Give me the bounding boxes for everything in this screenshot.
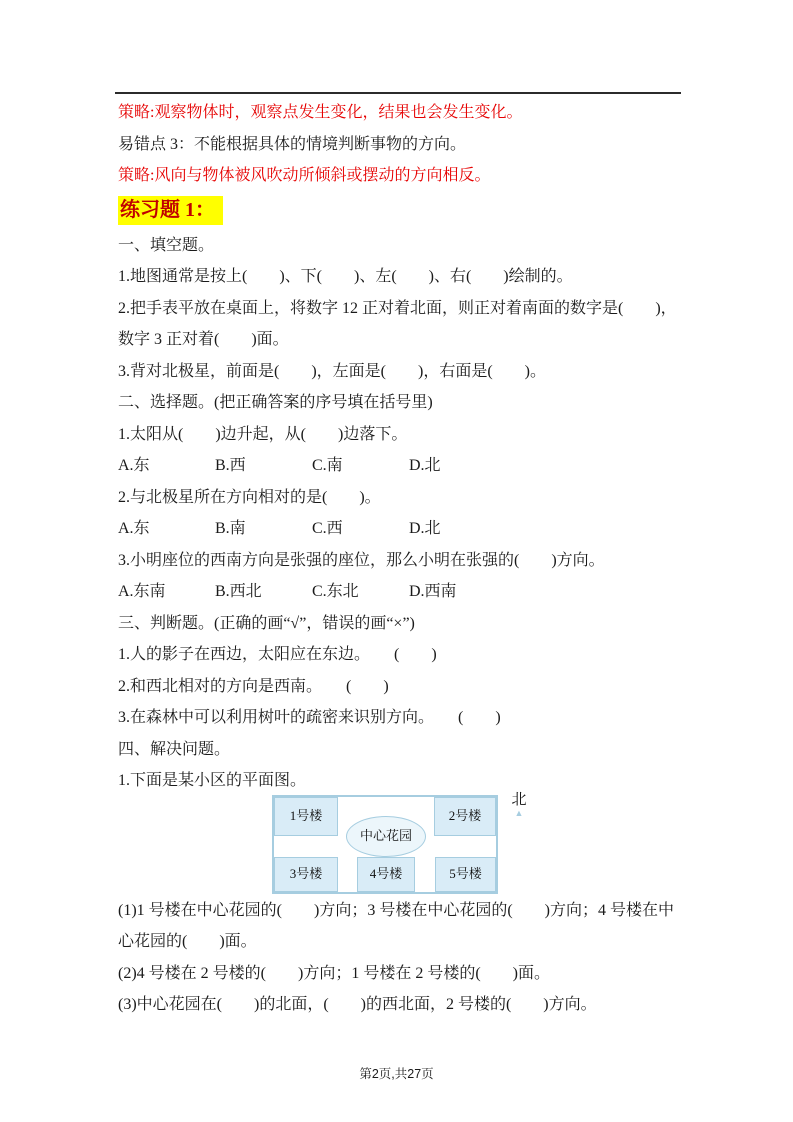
choice-q2-option-d: D.北 xyxy=(409,520,441,537)
fill-q2-line1: 2.把手表平放在桌面上，将数字 12 正对着北面，则正对着南面的数字是( )， xyxy=(118,299,677,317)
building-5-box: 5号楼 xyxy=(435,857,496,892)
strategy-note-2: 策略:风向与物体被风吹动所倾斜或摆动的方向相反。 xyxy=(118,167,491,184)
community-plan-diagram xyxy=(118,791,684,895)
choice-q1-option-a: A.东 xyxy=(118,457,150,474)
section-solve-title: 四、解决问题。 xyxy=(118,740,231,758)
solve-q2: (2)4 号楼在 2 号楼的( )方向；1 号楼在 2 号楼的( )面。 xyxy=(118,964,550,982)
choice-q2-option-b: B.南 xyxy=(215,520,246,537)
section-choice-title: 二、选择题。(把正确答案的序号填在括号里) xyxy=(118,394,433,411)
choice-q3-option-c: C.东北 xyxy=(312,583,359,600)
building-4-box: 4号楼 xyxy=(357,857,415,892)
section-judge-title: 三、判断题。(正确的画“√”，错误的画“×”) xyxy=(118,614,415,632)
central-garden-ellipse: 中心花园 xyxy=(346,816,426,857)
choice-q2: 2.与北极星所在方向相对的是( )。 xyxy=(118,488,381,506)
choice-q1-options xyxy=(118,450,684,482)
choice-q3-option-a: A.东南 xyxy=(118,583,166,600)
solve-intro: 1.下面是某小区的平面图。 xyxy=(118,772,307,789)
building-1-box: 1号楼 xyxy=(274,797,338,836)
choice-q3: 3.小明座位的西南方向是张强的座位，那么小明在张强的( )方向。 xyxy=(118,551,605,569)
fill-q3: 3.背对北极星，前面是( )，左面是( )，右面是( )。 xyxy=(118,362,546,380)
top-divider-line xyxy=(115,92,681,94)
choice-q2-option-c: C.西 xyxy=(312,520,343,537)
section-fill-title: 一、填空题。 xyxy=(118,236,215,254)
mistake-point-3: 易错点 3：不能根据具体的情境判断事物的方向。 xyxy=(118,135,467,153)
solve-q1-line2: 心花园的( )面。 xyxy=(118,933,257,950)
choice-q1: 1.太阳从( )边升起，从( )边落下。 xyxy=(118,425,408,443)
north-indicator xyxy=(508,792,530,818)
document-body xyxy=(118,97,684,1021)
building-3-box: 3号楼 xyxy=(274,857,338,892)
solve-q1-line1: (1)1 号楼在中心花园的( )方向；3 号楼在中心花园的( )方向；4 号楼在中 xyxy=(118,901,674,919)
north-arrow-icon: ▲ xyxy=(514,807,524,818)
fill-q2-line2: 数字 3 正对着( )面。 xyxy=(118,331,289,348)
page-number-footer: 第2页,共27页 xyxy=(359,1067,434,1081)
judge-q3: 3.在森林中可以利用树叶的疏密来识别方向。 ( ) xyxy=(118,709,501,726)
choice-q3-option-d: D.西南 xyxy=(409,583,457,600)
choice-q1-option-b: B.西 xyxy=(215,457,246,474)
strategy-note-1: 策略:观察物体时，观察点发生变化，结果也会发生变化。 xyxy=(118,104,523,121)
building-2-box: 2号楼 xyxy=(434,797,496,836)
choice-q3-options xyxy=(118,576,684,608)
plan-outline xyxy=(272,795,498,894)
exercise-heading: 练习题 1： xyxy=(118,196,223,225)
choice-q3-option-b: B.西北 xyxy=(215,583,262,600)
solve-q3: (3)中心花园在( )的北面，( )的西北面，2 号楼的( )方向。 xyxy=(118,996,597,1013)
choice-q1-option-c: C.南 xyxy=(312,457,343,474)
judge-q1: 1.人的影子在西边，太阳应在东边。 ( ) xyxy=(118,646,437,663)
choice-q2-options xyxy=(118,513,684,545)
judge-q2: 2.和西北相对的方向是西南。 ( ) xyxy=(118,677,389,695)
north-label: 北 xyxy=(511,791,527,808)
exercise-heading-row xyxy=(118,192,684,230)
choice-q1-option-d: D.北 xyxy=(409,457,441,474)
fill-q1: 1.地图通常是按上( )、下( )、左( )、右( )绘制的。 xyxy=(118,268,573,285)
choice-q2-option-a: A.东 xyxy=(118,520,150,537)
